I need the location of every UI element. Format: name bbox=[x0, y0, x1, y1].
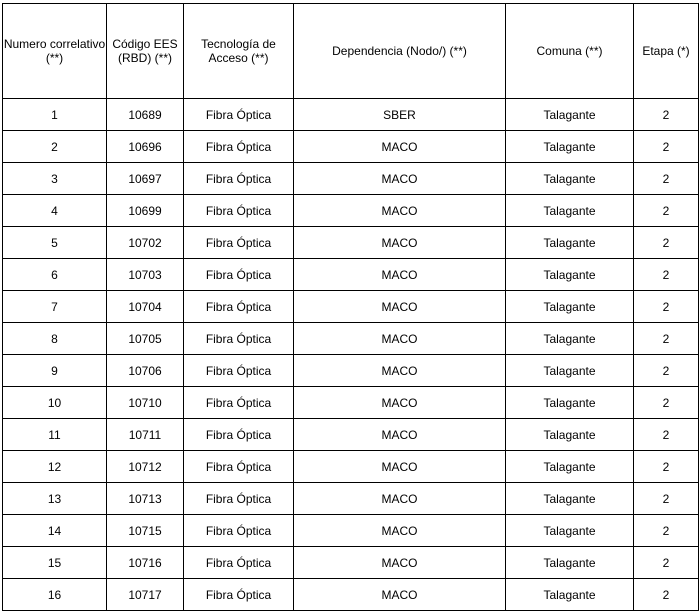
cell-dependencia: MACO bbox=[294, 131, 506, 163]
cell-tecnologia: Fibra Óptica bbox=[184, 259, 294, 291]
header-numero-correlativo: Numero correlativo (**) bbox=[3, 4, 107, 99]
cell-codigo: 10713 bbox=[107, 483, 184, 515]
cell-dependencia: MACO bbox=[294, 195, 506, 227]
cell-dependencia: MACO bbox=[294, 515, 506, 547]
cell-etapa: 2 bbox=[634, 451, 699, 483]
cell-dependencia: MACO bbox=[294, 387, 506, 419]
cell-numero: 1 bbox=[3, 99, 107, 131]
header-etapa: Etapa (*) bbox=[634, 4, 699, 99]
table-row bbox=[3, 419, 699, 451]
cell-etapa: 2 bbox=[634, 259, 699, 291]
cell-comuna: Talagante bbox=[506, 99, 634, 131]
cell-etapa: 2 bbox=[634, 195, 699, 227]
cell-comuna: Talagante bbox=[506, 323, 634, 355]
cell-dependencia: MACO bbox=[294, 483, 506, 515]
cell-codigo: 10697 bbox=[107, 163, 184, 195]
header-codigo-ees: Código EES (RBD) (**) bbox=[107, 4, 184, 99]
cell-dependencia: MACO bbox=[294, 451, 506, 483]
cell-comuna: Talagante bbox=[506, 163, 634, 195]
cell-tecnologia: Fibra Óptica bbox=[184, 451, 294, 483]
cell-comuna: Talagante bbox=[506, 355, 634, 387]
cell-dependencia: MACO bbox=[294, 355, 506, 387]
cell-etapa: 2 bbox=[634, 515, 699, 547]
cell-dependencia: MACO bbox=[294, 323, 506, 355]
header-tecnologia-acceso: Tecnología de Acceso (**) bbox=[184, 4, 294, 99]
cell-numero: 4 bbox=[3, 195, 107, 227]
cell-tecnologia: Fibra Óptica bbox=[184, 387, 294, 419]
cell-comuna: Talagante bbox=[506, 547, 634, 579]
cell-comuna: Talagante bbox=[506, 131, 634, 163]
cell-dependencia: MACO bbox=[294, 163, 506, 195]
cell-numero: 5 bbox=[3, 227, 107, 259]
cell-tecnologia: Fibra Óptica bbox=[184, 515, 294, 547]
cell-codigo: 10705 bbox=[107, 323, 184, 355]
cell-codigo: 10712 bbox=[107, 451, 184, 483]
cell-comuna: Talagante bbox=[506, 419, 634, 451]
cell-codigo: 10715 bbox=[107, 515, 184, 547]
cell-comuna: Talagante bbox=[506, 579, 634, 611]
cell-tecnologia: Fibra Óptica bbox=[184, 579, 294, 611]
cell-tecnologia: Fibra Óptica bbox=[184, 483, 294, 515]
cell-etapa: 2 bbox=[634, 387, 699, 419]
cell-numero: 6 bbox=[3, 259, 107, 291]
cell-codigo: 10689 bbox=[107, 99, 184, 131]
table-row bbox=[3, 131, 699, 163]
cell-comuna: Talagante bbox=[506, 483, 634, 515]
header-dependencia: Dependencia (Nodo/) (**) bbox=[294, 4, 506, 99]
header-row bbox=[3, 4, 699, 99]
table-row bbox=[3, 227, 699, 259]
cell-etapa: 2 bbox=[634, 323, 699, 355]
cell-tecnologia: Fibra Óptica bbox=[184, 227, 294, 259]
cell-numero: 11 bbox=[3, 419, 107, 451]
cell-codigo: 10706 bbox=[107, 355, 184, 387]
cell-etapa: 2 bbox=[634, 131, 699, 163]
table-row bbox=[3, 195, 699, 227]
cell-dependencia: MACO bbox=[294, 291, 506, 323]
cell-tecnologia: Fibra Óptica bbox=[184, 195, 294, 227]
cell-etapa: 2 bbox=[634, 227, 699, 259]
cell-codigo: 10703 bbox=[107, 259, 184, 291]
table-row bbox=[3, 291, 699, 323]
cell-dependencia: MACO bbox=[294, 547, 506, 579]
table-row bbox=[3, 387, 699, 419]
cell-dependencia: MACO bbox=[294, 579, 506, 611]
cell-tecnologia: Fibra Óptica bbox=[184, 163, 294, 195]
cell-comuna: Talagante bbox=[506, 291, 634, 323]
table-row bbox=[3, 515, 699, 547]
cell-numero: 9 bbox=[3, 355, 107, 387]
cell-etapa: 2 bbox=[634, 483, 699, 515]
table-row bbox=[3, 579, 699, 611]
cell-codigo: 10711 bbox=[107, 419, 184, 451]
cell-codigo: 10696 bbox=[107, 131, 184, 163]
cell-etapa: 2 bbox=[634, 99, 699, 131]
table-row bbox=[3, 451, 699, 483]
table-row bbox=[3, 547, 699, 579]
table-row bbox=[3, 355, 699, 387]
cell-tecnologia: Fibra Óptica bbox=[184, 99, 294, 131]
cell-tecnologia: Fibra Óptica bbox=[184, 291, 294, 323]
cell-numero: 2 bbox=[3, 131, 107, 163]
cell-numero: 16 bbox=[3, 579, 107, 611]
cell-numero: 14 bbox=[3, 515, 107, 547]
cell-numero: 3 bbox=[3, 163, 107, 195]
cell-tecnologia: Fibra Óptica bbox=[184, 131, 294, 163]
table-row bbox=[3, 163, 699, 195]
table-row bbox=[3, 483, 699, 515]
table-row bbox=[3, 99, 699, 131]
table-header bbox=[3, 4, 699, 99]
cell-numero: 13 bbox=[3, 483, 107, 515]
cell-comuna: Talagante bbox=[506, 195, 634, 227]
cell-comuna: Talagante bbox=[506, 387, 634, 419]
cell-numero: 8 bbox=[3, 323, 107, 355]
cell-codigo: 10717 bbox=[107, 579, 184, 611]
cell-numero: 15 bbox=[3, 547, 107, 579]
cell-etapa: 2 bbox=[634, 547, 699, 579]
cell-codigo: 10702 bbox=[107, 227, 184, 259]
cell-etapa: 2 bbox=[634, 355, 699, 387]
cell-etapa: 2 bbox=[634, 163, 699, 195]
header-comuna: Comuna (**) bbox=[506, 4, 634, 99]
cell-etapa: 2 bbox=[634, 419, 699, 451]
cell-tecnologia: Fibra Óptica bbox=[184, 547, 294, 579]
cell-etapa: 2 bbox=[634, 291, 699, 323]
cell-codigo: 10704 bbox=[107, 291, 184, 323]
establishments-table bbox=[2, 3, 699, 611]
cell-numero: 10 bbox=[3, 387, 107, 419]
cell-tecnologia: Fibra Óptica bbox=[184, 419, 294, 451]
cell-comuna: Talagante bbox=[506, 227, 634, 259]
cell-dependencia: MACO bbox=[294, 259, 506, 291]
cell-dependencia: MACO bbox=[294, 419, 506, 451]
cell-codigo: 10710 bbox=[107, 387, 184, 419]
cell-comuna: Talagante bbox=[506, 515, 634, 547]
cell-numero: 7 bbox=[3, 291, 107, 323]
cell-numero: 12 bbox=[3, 451, 107, 483]
cell-dependencia: SBER bbox=[294, 99, 506, 131]
table-body bbox=[3, 99, 699, 611]
cell-tecnologia: Fibra Óptica bbox=[184, 323, 294, 355]
cell-etapa: 2 bbox=[634, 579, 699, 611]
cell-comuna: Talagante bbox=[506, 451, 634, 483]
cell-codigo: 10699 bbox=[107, 195, 184, 227]
cell-codigo: 10716 bbox=[107, 547, 184, 579]
table-row bbox=[3, 259, 699, 291]
table-row bbox=[3, 323, 699, 355]
cell-tecnologia: Fibra Óptica bbox=[184, 355, 294, 387]
cell-comuna: Talagante bbox=[506, 259, 634, 291]
cell-dependencia: MACO bbox=[294, 227, 506, 259]
